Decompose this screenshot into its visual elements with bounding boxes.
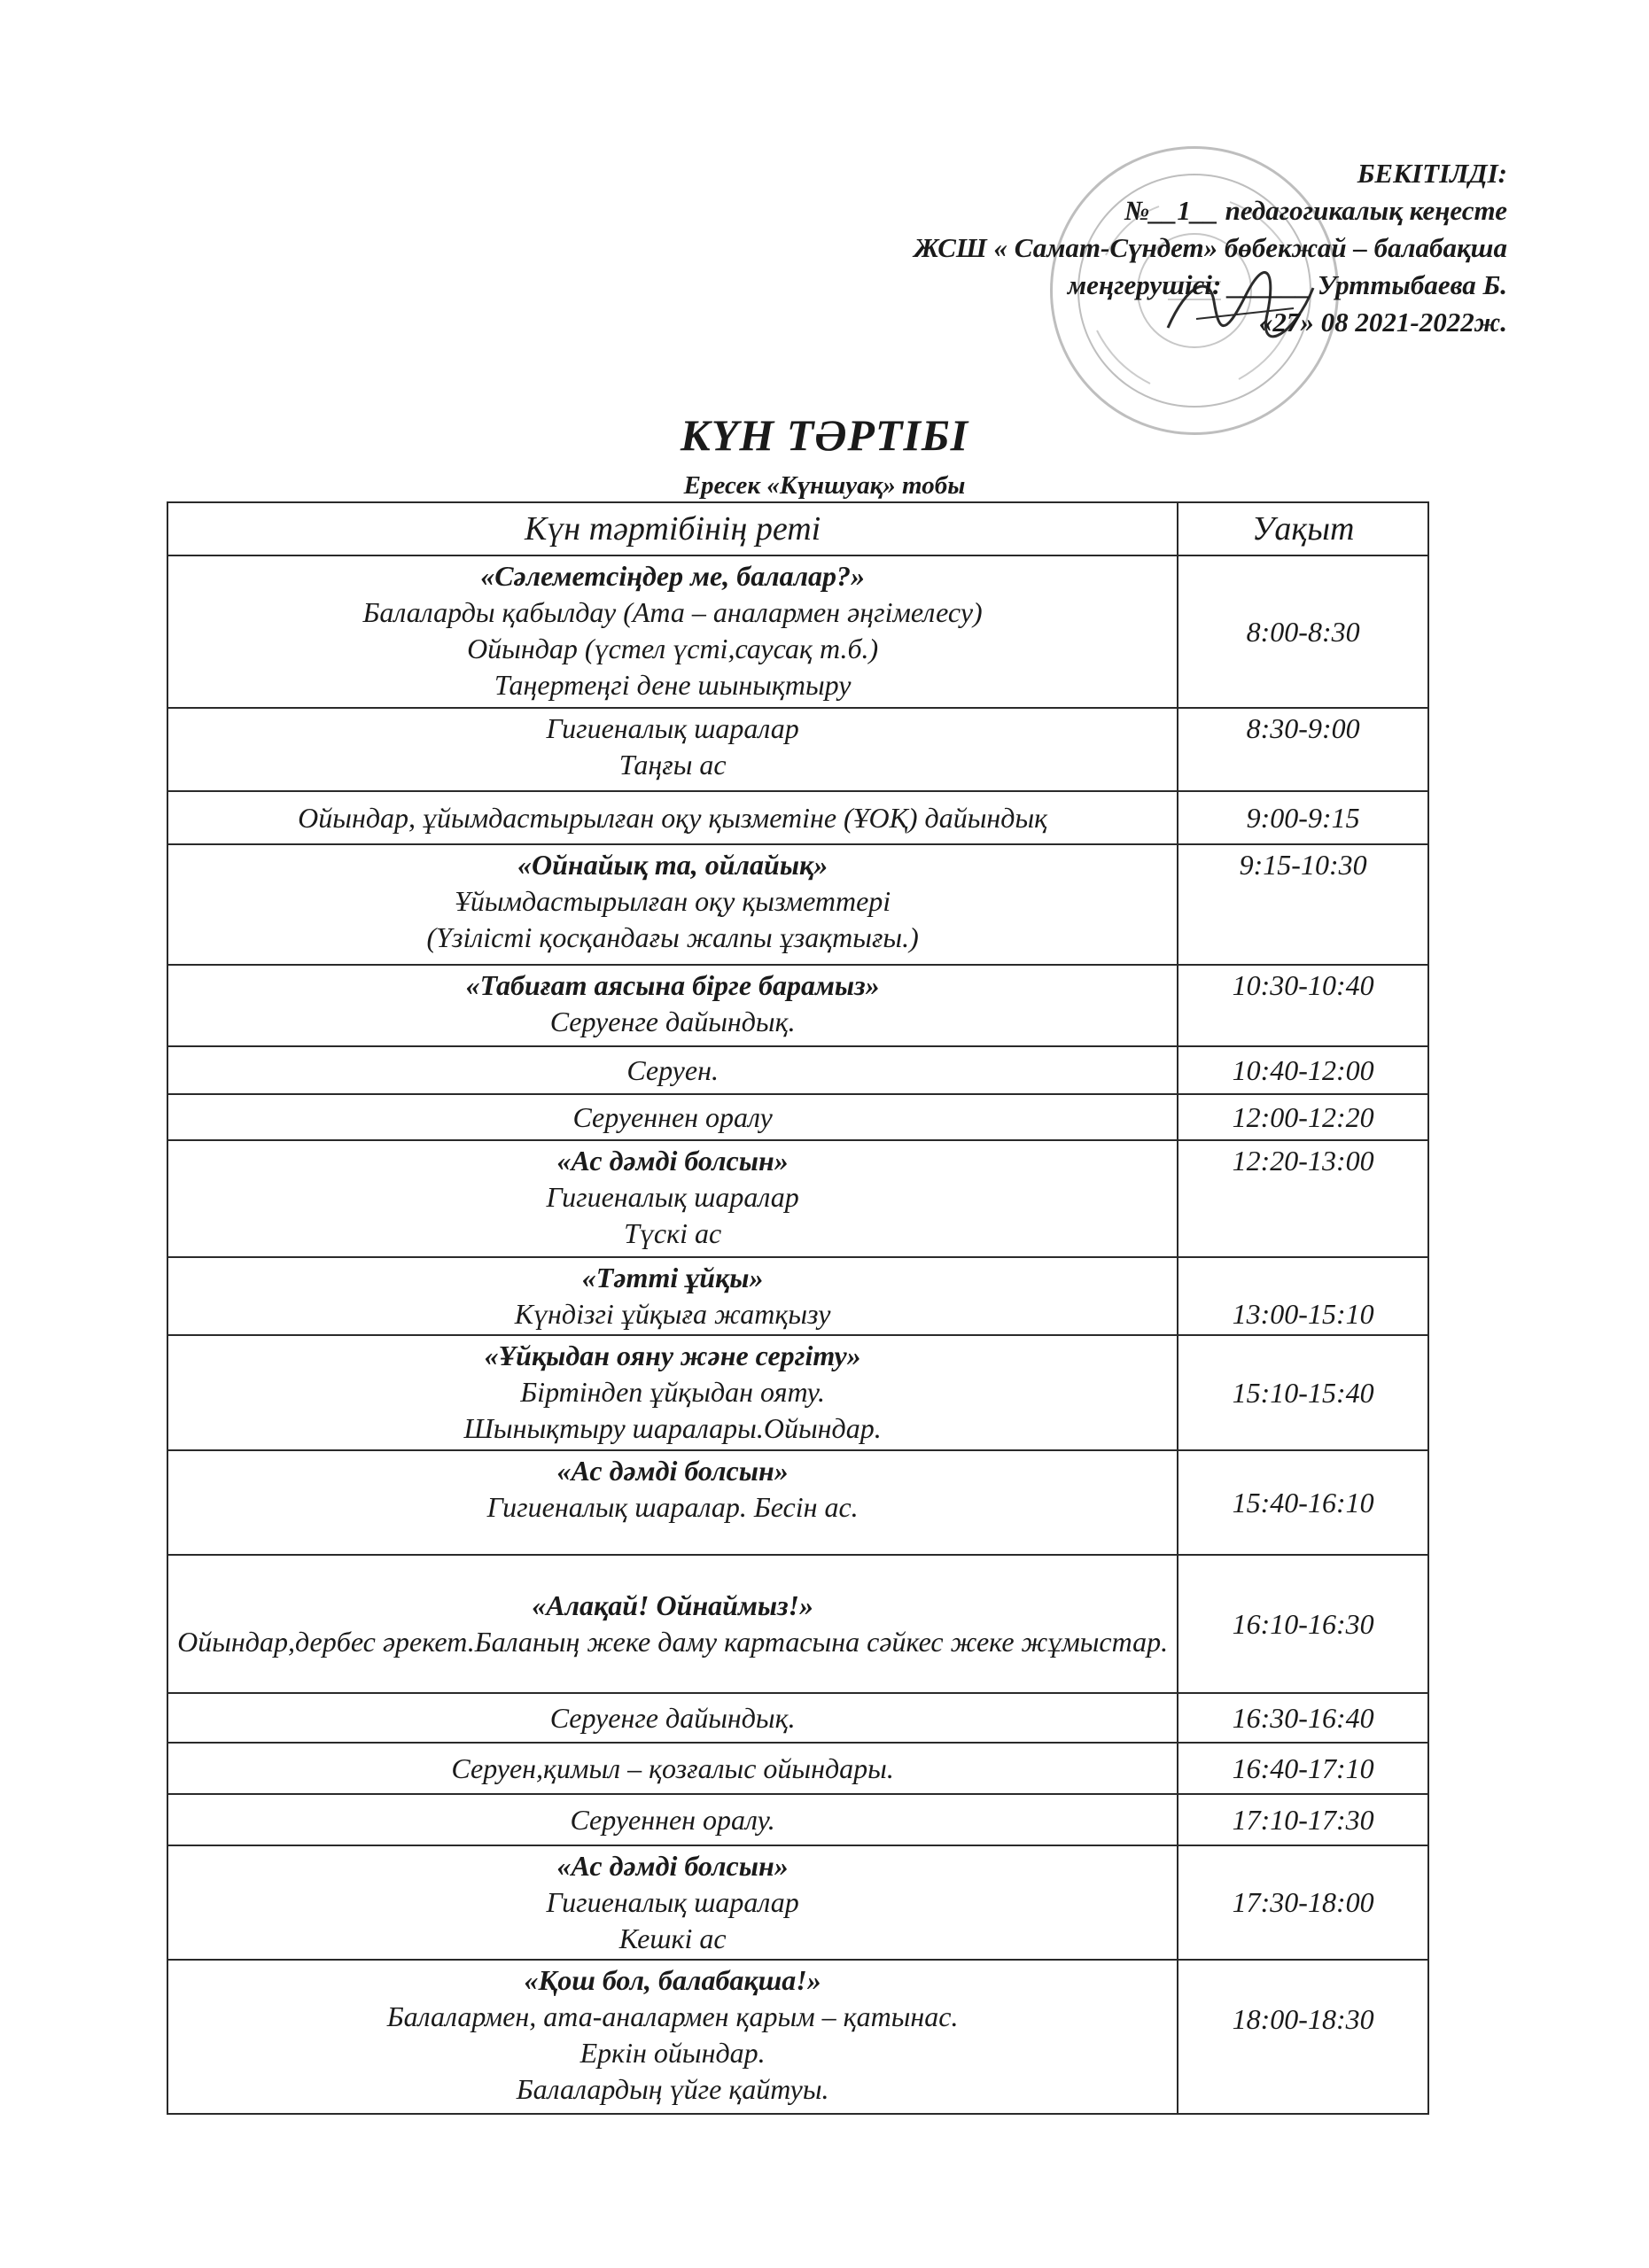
activity-heading: «Ас дәмді болсын» (556, 1145, 789, 1177)
activity-cell (167, 1450, 1178, 1555)
approval-head: меңгерушісі: ______ Урттыбаева Б. (1067, 269, 1507, 300)
activity-heading: «Ойнайық та, ойлайық» (517, 849, 828, 881)
time-cell: 17:30-18:00 (1178, 1845, 1428, 1960)
time-cell: 10:30-10:40 (1178, 965, 1428, 1046)
column-header-time: Уақыт (1178, 502, 1428, 555)
time-value: 18:00-18:30 (1232, 2003, 1374, 2035)
time-cell: 16:10-16:30 (1178, 1555, 1428, 1693)
activity-cell (167, 1693, 1178, 1743)
table-row (167, 791, 1428, 844)
column-header-activity: Күн тәртібінің реті (167, 502, 1178, 555)
time-cell: 16:40-17:10 (1178, 1743, 1428, 1794)
activity-line: (Үзілісті қосқандағы жалпы ұзақтығы.) (426, 921, 919, 953)
activity-line: Түскі ас (624, 1217, 722, 1249)
activity-line: Ойындар (үстел үсті,саусақ т.б.) (467, 633, 879, 664)
approval-title: БЕКІТІЛДІ: (1357, 158, 1507, 189)
activity-line: Балалармен, ата-аналармен қарым – қатынас. (386, 2000, 959, 2032)
activity-line: Балалардың үйге қайтуы. (516, 2073, 829, 2105)
activity-line: Гигиеналық шаралар (546, 1181, 799, 1213)
page-subtitle: Ересек «Күншуақ» тобы (683, 471, 966, 500)
activity-line: Серуенге дайындық. (549, 1701, 796, 1734)
activity-line: Біртіндеп ұйқыдан ояту. (520, 1376, 825, 1408)
time-cell: 8:00-8:30 (1178, 555, 1428, 708)
activity-cell (167, 1046, 1178, 1094)
activity-heading: «Тәтті ұйқы» (581, 1262, 764, 1293)
activity-line: Шынықтыру шаралары.Ойындар. (463, 1412, 882, 1444)
schedule-table (167, 501, 1429, 2115)
time-cell: 15:40-16:10 (1178, 1450, 1428, 1555)
table-header-row (167, 502, 1428, 555)
activity-heading: «Алақай! Ойнаймыз!» (532, 1589, 813, 1621)
time-cell: 10:40-12:00 (1178, 1046, 1428, 1094)
activity-cell (167, 1845, 1178, 1960)
approval-council: №__1__ педагогикалық кеңесте (1124, 195, 1507, 226)
activity-cell (167, 1794, 1178, 1845)
time-cell: 9:15-10:30 (1178, 844, 1428, 965)
activity-line: Гигиеналық шаралар (546, 1886, 799, 1918)
time-cell: 17:10-17:30 (1178, 1794, 1428, 1845)
activity-cell (167, 708, 1178, 791)
activity-line: Ойындар, ұйымдастырылған оқу қызметіне (ҰОҚ) дайындық (298, 801, 1048, 834)
activity-cell (167, 1140, 1178, 1257)
approval-organization: ЖСШ « Самат-Сүндет» бөбекжай – балабақша (914, 232, 1507, 263)
activity-line: Ойындар,дербес әрекет.Баланың жеке даму картасына сәйкес жеке жұмыстар. (177, 1626, 1169, 1658)
approval-block (914, 155, 1507, 341)
activity-line: Балаларды қабылдау (Ата – аналармен әңгімелесу) (362, 596, 983, 628)
table-row (167, 1960, 1428, 2114)
activity-line: Серуен. (626, 1053, 719, 1086)
activity-line: Кешкі ас (618, 1922, 727, 1954)
activity-cell (167, 1094, 1178, 1140)
table-row (167, 1555, 1428, 1693)
activity-cell (167, 1555, 1178, 1693)
activity-cell (167, 1257, 1178, 1335)
time-cell: 8:30-9:00 (1178, 708, 1428, 791)
activity-line: Серуенге дайындық. (549, 1006, 796, 1037)
activity-heading: «Қош бол, балабақша!» (524, 1964, 821, 1996)
activity-heading: «Ұйқыдан ояну және сергіту» (484, 1340, 861, 1371)
activity-cell (167, 844, 1178, 965)
activity-line: Гигиеналық шаралар (546, 712, 799, 744)
activity-cell (167, 1960, 1178, 2114)
time-cell (1178, 1960, 1428, 2114)
table-row (167, 1845, 1428, 1960)
activity-line: Таңертеңгі дене шынықтыру (494, 669, 852, 701)
table-row (167, 1450, 1428, 1555)
activity-cell (167, 1743, 1178, 1794)
table-row (167, 1794, 1428, 1845)
page-title: КҮН ТӘРТІБІ (680, 410, 969, 460)
activity-line: Серуеннен оралу (572, 1100, 773, 1133)
activity-heading: «Ас дәмді болсын» (556, 1455, 789, 1487)
activity-line: Таңғы ас (618, 749, 727, 781)
time-cell: 15:10-15:40 (1178, 1335, 1428, 1450)
table-row (167, 555, 1428, 708)
time-cell: 9:00-9:15 (1178, 791, 1428, 844)
activity-heading: «Ас дәмді болсын» (556, 1850, 789, 1882)
activity-line: Гигиеналық шаралар. Бесін ас. (486, 1491, 859, 1523)
activity-line: Ұйымдастырылған оқу қызметтері (455, 885, 891, 917)
activity-cell (167, 1335, 1178, 1450)
table-row (167, 1743, 1428, 1794)
activity-line: Күндізгі ұйқыға жатқызу (514, 1298, 831, 1330)
activity-heading: «Сәлеметсіңдер ме, балалар?» (480, 560, 866, 592)
approval-date: «27» 08 2021-2022ж. (1258, 307, 1507, 338)
activity-cell (167, 965, 1178, 1046)
table-row (167, 1046, 1428, 1094)
table-row (167, 1094, 1428, 1140)
table-row (167, 1335, 1428, 1450)
time-cell: 16:30-16:40 (1178, 1693, 1428, 1743)
table-row (167, 844, 1428, 965)
activity-cell (167, 791, 1178, 844)
table-row (167, 965, 1428, 1046)
table-row (167, 1140, 1428, 1257)
activity-line: Еркін ойындар. (579, 2037, 766, 2069)
time-cell: 13:00-15:10 (1178, 1257, 1428, 1335)
activity-cell (167, 555, 1178, 708)
activity-line: Серуеннен оралу. (570, 1803, 775, 1836)
table-row (167, 1257, 1428, 1335)
activity-line: Серуен,қимыл – қозғалыс ойындары. (451, 1751, 894, 1784)
table-row (167, 708, 1428, 791)
table-row (167, 1693, 1428, 1743)
time-cell: 12:00-12:20 (1178, 1094, 1428, 1140)
activity-heading: «Табиғат аясына бірге барамыз» (465, 969, 880, 1001)
time-cell: 12:20-13:00 (1178, 1140, 1428, 1257)
